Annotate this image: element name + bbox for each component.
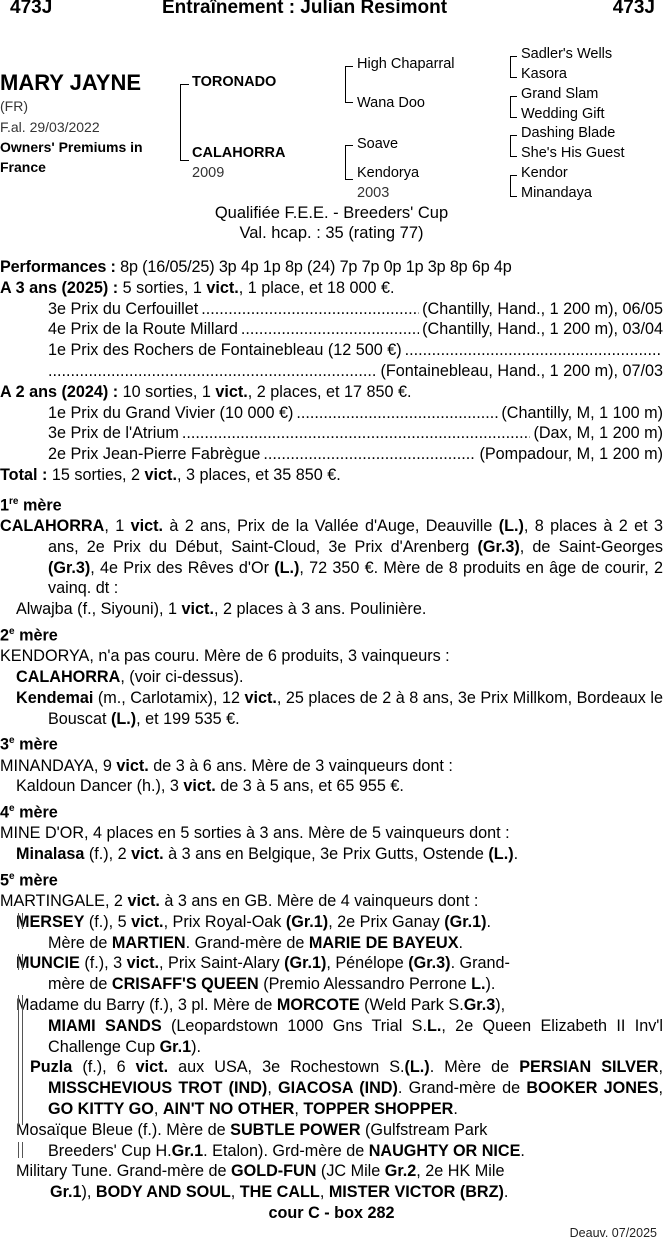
mere-2-produce: Kendemai (m., Carlotamix), 12 vict., 25 places de 2 à 8 ans, 3e Prix Millkom, Bordeaux le Bouscat (L.), et 199 535 €. (16, 688, 663, 728)
lot-number-right: 473J (612, 0, 655, 18)
dam-year: 2009 (192, 165, 225, 181)
dam-dam-year: 2003 (357, 185, 390, 201)
sd-sire: Grand Slam (521, 86, 599, 102)
dd-dam: Minandaya (521, 185, 592, 201)
mere-1-produce: Alwajba (f., Siyouni), 1 vict., 2 places à 3 ans. Poulinière. (16, 600, 427, 619)
sire-dam: Wana Doo (357, 95, 425, 111)
mere-2-title: 2e mère (0, 625, 58, 645)
dam-dam: Kendorya (357, 165, 420, 181)
mere-5-intro: MARTINGALE, 2 vict. à 3 ans en GB. Mère de 4 vainqueurs dont : (0, 892, 479, 911)
mere-2-produce: CALAHORRA, (voir ci-dessus). (16, 667, 244, 686)
mere-5-produce: Military Tune. Grand-mère de GOLD-FUN (JC Mile Gr.2, 2e HK Mile (16, 1162, 505, 1181)
mere-5-produce: Mosaïque Bleue (f.). Mère de SUBTLE POWER (Gulfstream Park (16, 1120, 488, 1139)
total-summary: Total : 15 sorties, 2 vict., 3 places, et 35 850 €. (0, 465, 341, 484)
box-location: cour C - box 282 (268, 1204, 395, 1223)
pedigree-bracket-ss (510, 56, 517, 78)
pedigree-bracket-main (180, 84, 189, 161)
guide-bar (18, 954, 23, 970)
horse-origin: (FR) (0, 98, 28, 114)
ds-dam: She's His Guest (521, 145, 625, 161)
dam-sire: Soave (357, 136, 399, 152)
race-row: 3e Prix du Cerfouillet ..... (Chantilly, Hand., 1 200 m), 06/05 (0, 299, 663, 320)
consignor-line1: Owners' Premiums in (0, 139, 143, 155)
mere-1-title: 1re mère (0, 495, 62, 515)
mere-5-produce: mère de CRISAFF'S QUEEN (Premio Alessandro Perrone L.). (48, 975, 496, 994)
dd-sire: Kendor (521, 165, 568, 181)
qualif-line2: Val. hcap. : 35 (rating 77) (239, 224, 424, 242)
mere-3-title: 3e mère (0, 735, 58, 754)
consignor-line2: France (0, 159, 46, 175)
lot-number-left: 473J (10, 0, 53, 18)
dam-name: CALAHORRA (192, 145, 286, 161)
guide-bar (18, 913, 23, 929)
year2-summary: A 2 ans (2024) : 10 sorties, 1 vict., 2 places, et 17 850 €. (0, 382, 412, 401)
pedigree-bracket-sd (510, 96, 517, 118)
mere-4-title: 4e mère (0, 803, 58, 822)
mere-5-title: 5e mère (0, 870, 58, 890)
mere-5-produce: MIAMI SANDS (Leopardstown 1000 Gns Trial S.L., 2e Queen Elizabeth II Inv'l Challenge Cup Gr.1). (48, 1016, 663, 1056)
pedigree-bracket-sire (345, 66, 353, 103)
race-row: 2e Prix Jean-Pierre Fabrègue ..... (Pompadour, M, 1 200 m) (0, 444, 663, 465)
mere-4-produce: Minalasa (f.), 2 vict. à 3 ans en Belgique, 3e Prix Gutts, Ostende (L.). (16, 845, 519, 864)
guide-bar (18, 995, 23, 1125)
pedigree-bracket-dd (510, 175, 517, 197)
mere-5-produce: Gr.1), BODY AND SOUL, THE CALL, MISTER VICTOR (BRZ). (50, 1183, 509, 1202)
mere-5-produce: Mère de MARTIEN. Grand-mère de MARIE DE BAYEUX. (48, 933, 464, 952)
race-row: 4e Prix de la Route Millard ..... (Chantilly, Hand., 1 200 m), 03/04 (0, 319, 663, 340)
race-row: ..... (Fontainebleau, Hand., 1 200 m), 07/03 (0, 361, 663, 382)
guide-bar (18, 1142, 23, 1158)
mere-5-produce: Madame du Barry (f.), 3 pl. Mère de MORCOTE (Weld Park S.Gr.3), (16, 996, 506, 1015)
qualif-line1: Qualifiée F.E.E. - Breeders' Cup (214, 204, 449, 222)
catalogue-body (0, 257, 663, 1224)
mere-4-intro: MINE D'OR, 4 places en 5 sorties à 3 ans. Mère de 5 vainqueurs dont : (0, 824, 510, 843)
footer-sale-ref: Deauv. 07/2025 (569, 1226, 657, 1240)
year3-summary: A 3 ans (2025) : 5 sorties, 1 vict., 1 place, et 18 000 €. (0, 278, 395, 297)
trainer-title: Entraînement : Julian Resimont (162, 0, 448, 18)
mere-5-produce: MERSEY (f.), 5 vict., Prix Royal-Oak (Gr.1), 2e Prix Ganay (Gr.1). (16, 912, 492, 931)
race-row: 1e Prix du Grand Vivier (10 000 €) ..... (Chantilly, M, 1 100 m) (0, 403, 663, 424)
mere-3-intro: MINANDAYA, 9 vict. de 3 à 6 ans. Mère de 3 vainqueurs dont : (0, 756, 453, 775)
mere-5-produce: Breeders' Cup H.Gr.1. Etalon). Grd-mère de NAUGHTY OR NICE. (48, 1141, 525, 1160)
performances-line: Performances : 8p (16/05/25) 3p 4p 1p 8p (24) 7p 7p 0p 1p 3p 8p 6p 4p (0, 258, 512, 276)
race-row: 1e Prix des Rochers de Fontainebleau (12 500 €) ..... (0, 340, 663, 361)
mere-5-produce: MUNCIE (f.), 3 vict., Prix Saint-Alary (Gr.1), Pénélope (Gr.3). Grand- (16, 954, 510, 973)
ss-sire: Sadler's Wells (521, 46, 613, 62)
sd-dam: Wedding Gift (521, 106, 605, 122)
pedigree-bracket-dam (345, 145, 353, 180)
horse-birth: F.al. 29/03/2022 (0, 119, 100, 135)
sire-name: TORONADO (192, 74, 277, 90)
ds-sire: Dashing Blade (521, 125, 616, 141)
mere-3-produce: Kaldoun Dancer (h.), 3 vict. de 3 à 5 ans, et 65 955 €. (16, 777, 404, 796)
mere-5-produce: Puzla (f.), 6 vict. aux USA, 3e Rochestown S.(L.). Mère de PERSIAN SILVER, MISSCHEVIOUS TROT (IND), GIACOSA (IND). Grand-mère de BOOKER JONES, GO KITTY GO, AIN'T NO OTHER, TOPPER SHOPPER. (30, 1058, 663, 1119)
race-row: 3e Prix de l'Atrium ..... (Dax, M, 1 200 m) (0, 423, 663, 444)
mere-2-intro: KENDORYA, n'a pas couru. Mère de 6 produits, 3 vainqueurs : (0, 647, 450, 666)
pedigree-bracket-ds (510, 135, 517, 157)
horse-name: MARY JAYNE (0, 70, 142, 95)
mere-1-text: CALAHORRA, 1 vict. à 2 ans, Prix de la Vallée d'Auge, Deauville (L.), 8 places à 2 et 3 ans, 2e Prix du Début, Saint-Cloud, 3e Prix d'Arenberg (Gr.3), de Saint-Georges (Gr.3), 4e Prix des Rêves d'Or (L.), 72 350 €. Mère de 8 produits en âge de courir, 2 vainq. dt : (0, 516, 663, 598)
ss-dam: Kasora (521, 66, 567, 82)
sire-sire: High Chaparral (357, 56, 455, 72)
